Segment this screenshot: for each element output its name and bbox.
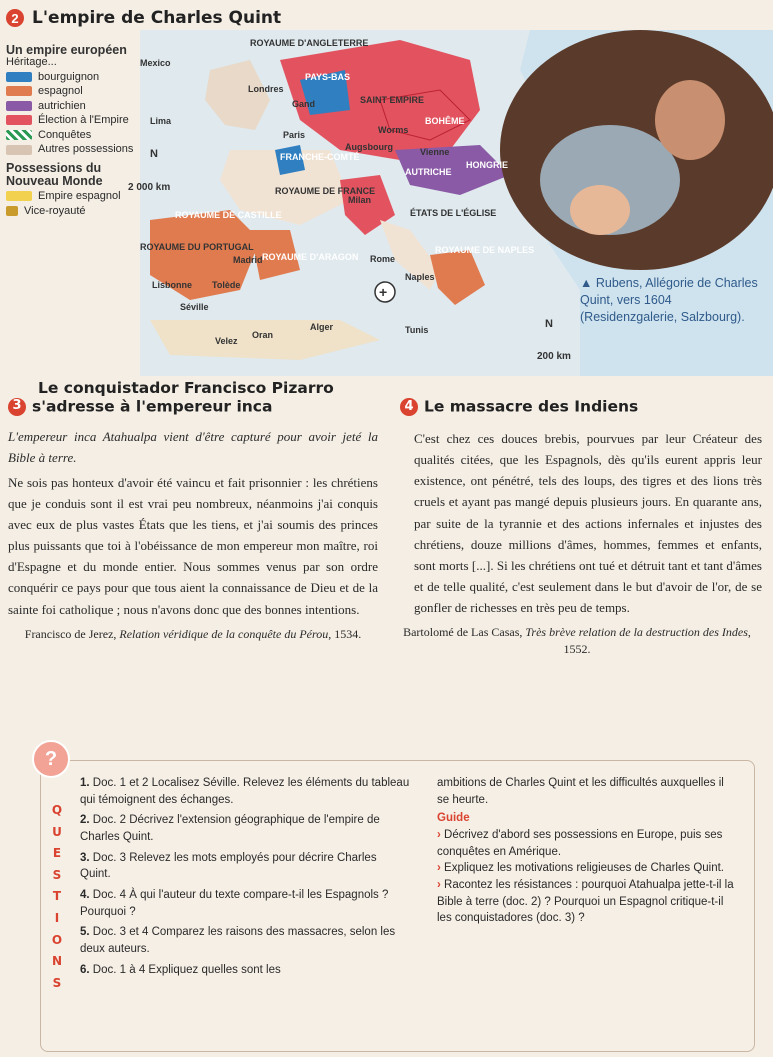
label-naples-royaume: ROYAUME DE NAPLES [435,245,535,255]
doc3-source: Francisco de Jerez, Relation véridique de la conquête du Pérou, 1534. [24,626,362,641]
guide-label: Guide [437,812,470,825]
label-pays-bas: PAYS-BAS [305,72,351,82]
questions-right-column [437,775,737,927]
label-lisbonne: Lisbonne [152,280,192,290]
legend-item: Conquêtes [6,130,136,142]
label-hongrie: HONGRIE [466,160,509,170]
guide-item: › Racontez les résistances : pourquoi Atahualpa jette-t-il la Bible à terre (doc. 2) ? Pourquoi un Espagnol critique-t-il les conquistadores (doc. 3) ? [437,879,734,925]
chevron-right-icon: › [437,862,445,875]
north-arrow-icon-2: N [545,318,553,330]
question-item: 5. Doc. 3 et 4 Comparez les raisons des massacres, selon les deux auteurs. [80,926,396,956]
label-boheme: BOHÊME [425,116,465,126]
legend-item: Vice-royauté [6,206,136,218]
legend-item: espagnol [6,86,136,98]
side-label-letter: Q [51,803,63,817]
question-mark-icon: ? [32,740,70,778]
legend-item: bourguignon [6,72,136,84]
label-etats-eglise: ÉTATS DE L'ÉGLISE [410,208,497,218]
legend-item: Élection à l'Empire [6,115,136,127]
label-gand: Gand [292,99,316,109]
legend-item: autrichien [6,101,136,113]
label-angleterre: ROYAUME D'ANGLETERRE [250,38,369,48]
chevron-right-icon: › [437,879,445,892]
north-arrow-icon: N [150,148,158,160]
label-mexico: Mexico [140,58,171,68]
label-milan: Milan [348,195,372,205]
label-augsbourg: Augsbourg [345,142,393,152]
side-label-letter: E [52,846,62,861]
triangle-icon: ▲ [580,276,596,290]
crown-icon [6,206,18,216]
questions-side-label [48,800,66,994]
label-rome: Rome [370,254,396,264]
question-item: 1. Doc. 1 et 2 Localisez Séville. Relevez les éléments du tableau qui témoignent des échanges. [80,777,410,806]
label-madrid: Madrid [233,255,263,265]
doc4-source: Bartolomé de Las Casas, Très brève relation de la destruction des Indes, 1552. [403,624,751,657]
legend-item: Autres possessions [6,144,136,156]
painting-caption: ▲ Rubens, Allégorie de Charles Quint, vers 1604 (Residenzgalerie, Salzbourg). [580,276,758,324]
label-aragon: ROYAUME D'ARAGON [262,252,359,262]
side-label-letter: U [52,824,62,839]
label-portugal: ROYAUME DU PORTUGAL [140,242,254,252]
legend-item: Empire espagnol [6,191,136,203]
legend-heading-europe: Un empire européen [6,43,127,57]
map-legend [6,44,136,220]
label-londres: Londres [248,84,284,94]
label-franche-comte: FRANCHE-COMTÉ [280,152,360,162]
doc3-body: Ne sois pas honteux d'avoir été vaincu et fait prisonnier : les chrétiens que je conduis sont il est vrai peu nombreux, néanmoins j'ai conquis avec eux de plus vastes États que les tiens, et j'ai soumis des princes plus puissants que toi à l'obéissance de mon empereur mon maître, roi d'Espagne et du monde entier. Nous sommes venus par son ordre conquérir ce pays pour que tous aient la connaissance de Dieu et de la sainte foi catholique ; nous n'avons donc que des bonnes intentions. [8,475,378,617]
side-label-letter: S [52,867,62,882]
doc4-section [392,398,762,659]
guide-item: › Expliquez les motivations religieuses de Charles Quint. [437,862,725,875]
label-worms: Worms [378,125,409,135]
label-tunis: Tunis [405,325,429,335]
doc2-number-badge: 2 [6,9,24,27]
legend-swatch [6,145,32,155]
label-saint-empire: SAINT EMPIRE [360,95,425,105]
label-vienne: Vienne [420,147,450,157]
legend-swatch [6,191,32,201]
side-label-letter: S [52,975,62,990]
question-item: 3. Doc. 3 Relevez les mots employés pour décrire Charles Quint. [80,851,377,881]
label-velez: Velez [215,336,238,346]
guide-item: › Décrivez d'abord ses possessions en Europe, puis ses conquêtes en Amérique. [437,829,723,858]
legend-swatch [6,101,32,111]
label-seville: Séville [180,302,209,312]
doc4-number-badge: 4 [400,398,418,416]
doc4-body: C'est chez ces douces brebis, pourvues par leur Créateur des qualités citées, que les Espagnols, dès qu'ils eurent appris leur existence, ont pénétré, tels des loups, des tigres et des lions très cruels et ayant pas mangé depuis plusieurs jours. En quarante ans, par suite de la tyrannie et des actions infernales et injustes des chrétiens, douze millions d'âmes, hommes, femmes et enfants, sont morts [...]. Si les chrétiens ont tué et détruit tant et tant d'âmes et de telle qualité, c'est seulement dans le but d'avoir de l'or, de se gonfler de richesses en très peu de temps. [414,431,762,615]
label-naples: Naples [405,272,435,282]
side-label-letter: T [52,889,62,904]
svg-text:+: + [379,284,388,300]
doc3-section [8,380,378,643]
label-autriche: AUTRICHE [405,167,452,177]
label-tolede: Tolède [212,280,241,290]
label-castille: ROYAUME DE CASTILLE [175,210,282,220]
question-item: 2. Doc. 2 Décrivez l'extension géographique de l'empire de Charles Quint. [80,814,380,844]
label-france: ROYAUME DE FRANCE [275,186,376,196]
scale-bar-1: 2 000 km [128,182,171,193]
question-item: 6. Doc. 1 à 4 Expliquez quelles sont les [80,963,281,976]
side-label-letter: N [51,954,63,969]
question-6-continuation: ambitions de Charles Quint et les difficultés auxquelles il se heurte. [437,777,724,806]
doc4-title: 4 Le massacre des Indiens [392,398,762,416]
legend-heritage: Héritage... [6,56,57,69]
side-label-letter: O [51,932,63,947]
questions-list [80,775,410,982]
label-paris: Paris [283,130,306,140]
question-item: 4. Doc. 4 À qui l'auteur du texte compare-t-il les Espagnols ? Pourquoi ? [80,889,389,918]
label-lima: Lima [150,116,172,126]
label-oran: Oran [252,330,274,340]
doc3-title: Le conquistador Francisco Pizarro 3 s'adresse à l'empereur inca [8,380,378,416]
side-label-letter: I [54,910,60,925]
doc2-header [6,4,281,32]
scale-bar-2: 200 km [537,351,571,362]
legend-swatch [6,72,32,82]
legend-swatch [6,86,32,96]
doc3-number-badge: 3 [8,398,26,416]
legend-swatch [6,130,32,140]
chevron-right-icon: › [437,829,445,842]
doc3-intro: L'empereur inca Atahualpa vient d'être capturé pour avoir jeté la Bible à terre. [8,429,378,466]
doc2-title: L'empire de Charles Quint [32,8,282,28]
legend-heading-new-world: Possessions du Nouveau Monde [6,160,103,189]
legend-swatch [6,115,32,125]
label-alger: Alger [310,322,334,332]
